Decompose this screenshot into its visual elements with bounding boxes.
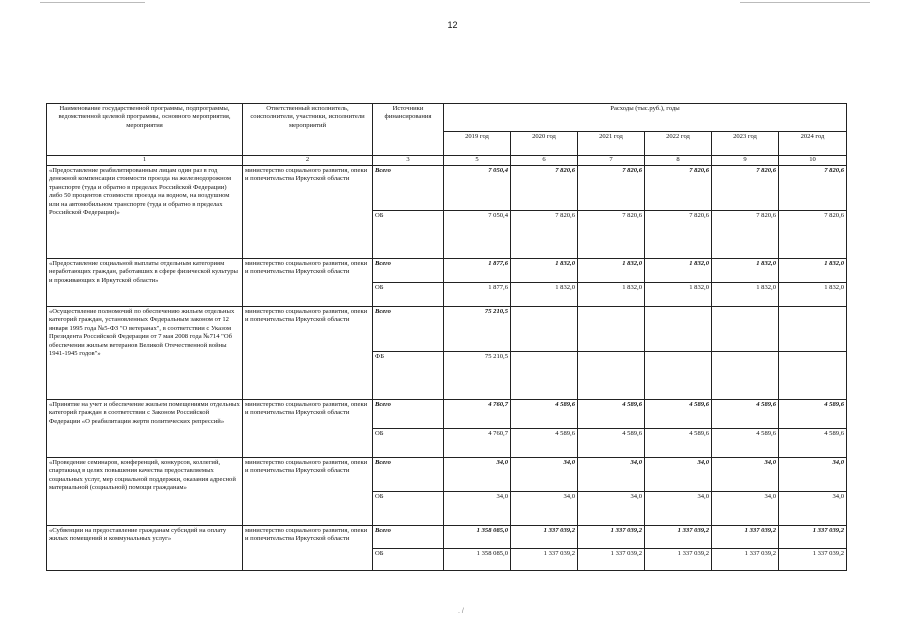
header-year: 2021 год bbox=[578, 132, 645, 156]
table-row bbox=[47, 307, 847, 352]
budget-table bbox=[46, 103, 847, 571]
table-row bbox=[47, 458, 847, 492]
source-label: ОБ bbox=[373, 492, 444, 526]
measure-name: «Принятие на учет и обеспечение жильем помещениями отдельных категорий граждан в соответствии с Законом Российской Федерации «О реабилитации жертв политических репрессий» bbox=[47, 400, 243, 458]
source-value: 4 589,6 bbox=[712, 429, 779, 458]
source-value: 1 877,6 bbox=[444, 283, 511, 307]
column-number: 5 bbox=[444, 156, 511, 166]
source-value: 34,0 bbox=[444, 492, 511, 526]
total-value bbox=[511, 307, 578, 352]
total-value: 1 832,0 bbox=[779, 259, 847, 283]
source-value: 7 820,6 bbox=[779, 211, 847, 259]
source-total-label: Всего bbox=[373, 458, 444, 492]
source-value: 7 820,6 bbox=[645, 211, 712, 259]
total-value: 4 589,6 bbox=[578, 400, 645, 429]
source-label: ОБ bbox=[373, 211, 444, 259]
source-value: 4 589,6 bbox=[578, 429, 645, 458]
total-value: 1 832,0 bbox=[578, 259, 645, 283]
total-value: 4 760,7 bbox=[444, 400, 511, 429]
column-number: 1 bbox=[47, 156, 243, 166]
total-value bbox=[645, 307, 712, 352]
header-expenses: Расходы (тыс.руб.), годы bbox=[444, 104, 847, 132]
source-value bbox=[511, 352, 578, 400]
total-value: 4 589,6 bbox=[645, 400, 712, 429]
source-value: 4 589,6 bbox=[779, 429, 847, 458]
source-value: 1 358 085,0 bbox=[444, 549, 511, 571]
total-value: 4 589,6 bbox=[779, 400, 847, 429]
total-value: 7 820,6 bbox=[511, 166, 578, 211]
total-value bbox=[712, 307, 779, 352]
source-total-label: Всего bbox=[373, 307, 444, 352]
total-value: 1 337 039,2 bbox=[578, 526, 645, 549]
source-value: 1 832,0 bbox=[511, 283, 578, 307]
source-label: ОБ bbox=[373, 283, 444, 307]
source-total-label: Всего bbox=[373, 400, 444, 429]
source-label: ОБ bbox=[373, 429, 444, 458]
source-value: 1 832,0 bbox=[712, 283, 779, 307]
header-year: 2024 год bbox=[779, 132, 847, 156]
source-value: 1 337 039,2 bbox=[712, 549, 779, 571]
source-value: 4 760,7 bbox=[444, 429, 511, 458]
total-value: 34,0 bbox=[578, 458, 645, 492]
source-total-label: Всего bbox=[373, 259, 444, 283]
total-value: 1 877,6 bbox=[444, 259, 511, 283]
source-value: 34,0 bbox=[779, 492, 847, 526]
total-value: 7 820,6 bbox=[712, 166, 779, 211]
source-label: ФБ bbox=[373, 352, 444, 400]
header-executor: Ответственный исполнитель, соисполнители, участники, исполнители мероприятий bbox=[243, 104, 373, 156]
executor: министерство социального развития, опеки и попечительства Иркутской области bbox=[243, 307, 373, 400]
source-value: 4 589,6 bbox=[645, 429, 712, 458]
executor: министерство социального развития, опеки и попечительства Иркутской области bbox=[243, 400, 373, 458]
total-value: 4 589,6 bbox=[511, 400, 578, 429]
header-name: Наименование государственной программы, подпрограммы, ведомственной целевой программы, основного мероприятия, мероприятия bbox=[47, 104, 243, 156]
table-row bbox=[47, 166, 847, 211]
source-value: 34,0 bbox=[645, 492, 712, 526]
total-value: 7 820,6 bbox=[779, 166, 847, 211]
total-value: 7 050,4 bbox=[444, 166, 511, 211]
column-number: 10 bbox=[779, 156, 847, 166]
total-value: 1 832,0 bbox=[712, 259, 779, 283]
source-value: 34,0 bbox=[578, 492, 645, 526]
executor: министерство социального развития, опеки и попечительства Иркутской области bbox=[243, 458, 373, 526]
total-value: 34,0 bbox=[712, 458, 779, 492]
table-row bbox=[47, 259, 847, 283]
total-value: 1 337 039,2 bbox=[645, 526, 712, 549]
table-row bbox=[47, 400, 847, 429]
total-value: 34,0 bbox=[779, 458, 847, 492]
executor: министерство социального развития, опеки и попечительства Иркутской области bbox=[243, 526, 373, 571]
measure-name: «Осуществление полномочий по обеспечению жильем отдельных категорий граждан, установленных Федеральным законом от 12 января 1995 года №5-ФЗ "О ветеранах", в соответствии с Указом Президента Российской Федерации от 7 мая 2008 года №714 "Об обеспечении жильем ветеранов Великой Отечественной войны 1941-1945 годов"» bbox=[47, 307, 243, 400]
measure-name: «Предоставление реабилитированным лицам один раз в год денежной компенсации стоимости проезда на железнодорожном транспорте (туда и обратно в пределах Российской Федерации) либо 50 процентов стоимости проезда на водном, на воздушном или на автомобильном транспорте (туда и обратно в пределах Российской Федерации)» bbox=[47, 166, 243, 259]
source-value: 34,0 bbox=[712, 492, 779, 526]
source-value: 34,0 bbox=[511, 492, 578, 526]
source-value: 7 050,4 bbox=[444, 211, 511, 259]
total-value bbox=[578, 307, 645, 352]
total-value: 4 589,6 bbox=[712, 400, 779, 429]
total-value: 1 358 085,0 bbox=[444, 526, 511, 549]
total-value: 1 832,0 bbox=[511, 259, 578, 283]
source-value: 7 820,6 bbox=[712, 211, 779, 259]
column-number: 9 bbox=[712, 156, 779, 166]
column-number: 2 bbox=[243, 156, 373, 166]
source-value bbox=[779, 352, 847, 400]
total-value bbox=[779, 307, 847, 352]
total-value: 34,0 bbox=[645, 458, 712, 492]
measure-name: «Предоставление социальной выплаты отдельным категориям неработающих граждан, работавших в сфере физической культуры и проживающих в Иркутской области» bbox=[47, 259, 243, 307]
total-value: 7 820,6 bbox=[645, 166, 712, 211]
source-value: 7 820,6 bbox=[578, 211, 645, 259]
source-total-label: Всего bbox=[373, 526, 444, 549]
source-value: 75 210,5 bbox=[444, 352, 511, 400]
source-value: 1 337 039,2 bbox=[578, 549, 645, 571]
source-value: 1 832,0 bbox=[645, 283, 712, 307]
total-value: 1 337 039,2 bbox=[712, 526, 779, 549]
measure-name: «Проведение семинаров, конференций, конкурсов, коллегий, спартакиад в целях повышения качества предоставляемых социальных услуг, мер социальной поддержки, оказания адресной материальной (социальной) помощи гражданам» bbox=[47, 458, 243, 526]
column-number: 6 bbox=[511, 156, 578, 166]
source-value: 4 589,6 bbox=[511, 429, 578, 458]
source-value: 1 337 039,2 bbox=[511, 549, 578, 571]
top-rule-right bbox=[740, 2, 870, 3]
header-year: 2019 год bbox=[444, 132, 511, 156]
source-total-label: Всего bbox=[373, 166, 444, 211]
source-value: 1 832,0 bbox=[779, 283, 847, 307]
source-value: 1 337 039,2 bbox=[779, 549, 847, 571]
header-year: 2023 год bbox=[712, 132, 779, 156]
column-number: 3 bbox=[373, 156, 444, 166]
table-row bbox=[47, 526, 847, 549]
executor: министерство социального развития, опеки и попечительства Иркутской области bbox=[243, 259, 373, 307]
column-number: 8 bbox=[645, 156, 712, 166]
column-number: 7 bbox=[578, 156, 645, 166]
source-value: 7 820,6 bbox=[511, 211, 578, 259]
source-value: 1 832,0 bbox=[578, 283, 645, 307]
header-year: 2022 год bbox=[645, 132, 712, 156]
total-value: 34,0 bbox=[444, 458, 511, 492]
source-value bbox=[578, 352, 645, 400]
measure-name: «Субвенции на предоставление гражданам субсидий на оплату жилых помещений и коммунальных услуг» bbox=[47, 526, 243, 571]
source-value bbox=[645, 352, 712, 400]
source-value: 1 337 039,2 bbox=[645, 549, 712, 571]
total-value: 75 210,5 bbox=[444, 307, 511, 352]
total-value: 7 820,6 bbox=[578, 166, 645, 211]
top-rule-left bbox=[40, 2, 145, 3]
executor: министерство социального развития, опеки и попечительства Иркутской области bbox=[243, 166, 373, 259]
header-source: Источники финансирования bbox=[373, 104, 444, 156]
page-number: 12 bbox=[447, 20, 458, 30]
total-value: 34,0 bbox=[511, 458, 578, 492]
header-year: 2020 год bbox=[511, 132, 578, 156]
source-value bbox=[712, 352, 779, 400]
scan-mark: . / bbox=[458, 608, 464, 615]
source-label: ОБ bbox=[373, 549, 444, 571]
total-value: 1 337 039,2 bbox=[779, 526, 847, 549]
total-value: 1 832,0 bbox=[645, 259, 712, 283]
total-value: 1 337 039,2 bbox=[511, 526, 578, 549]
